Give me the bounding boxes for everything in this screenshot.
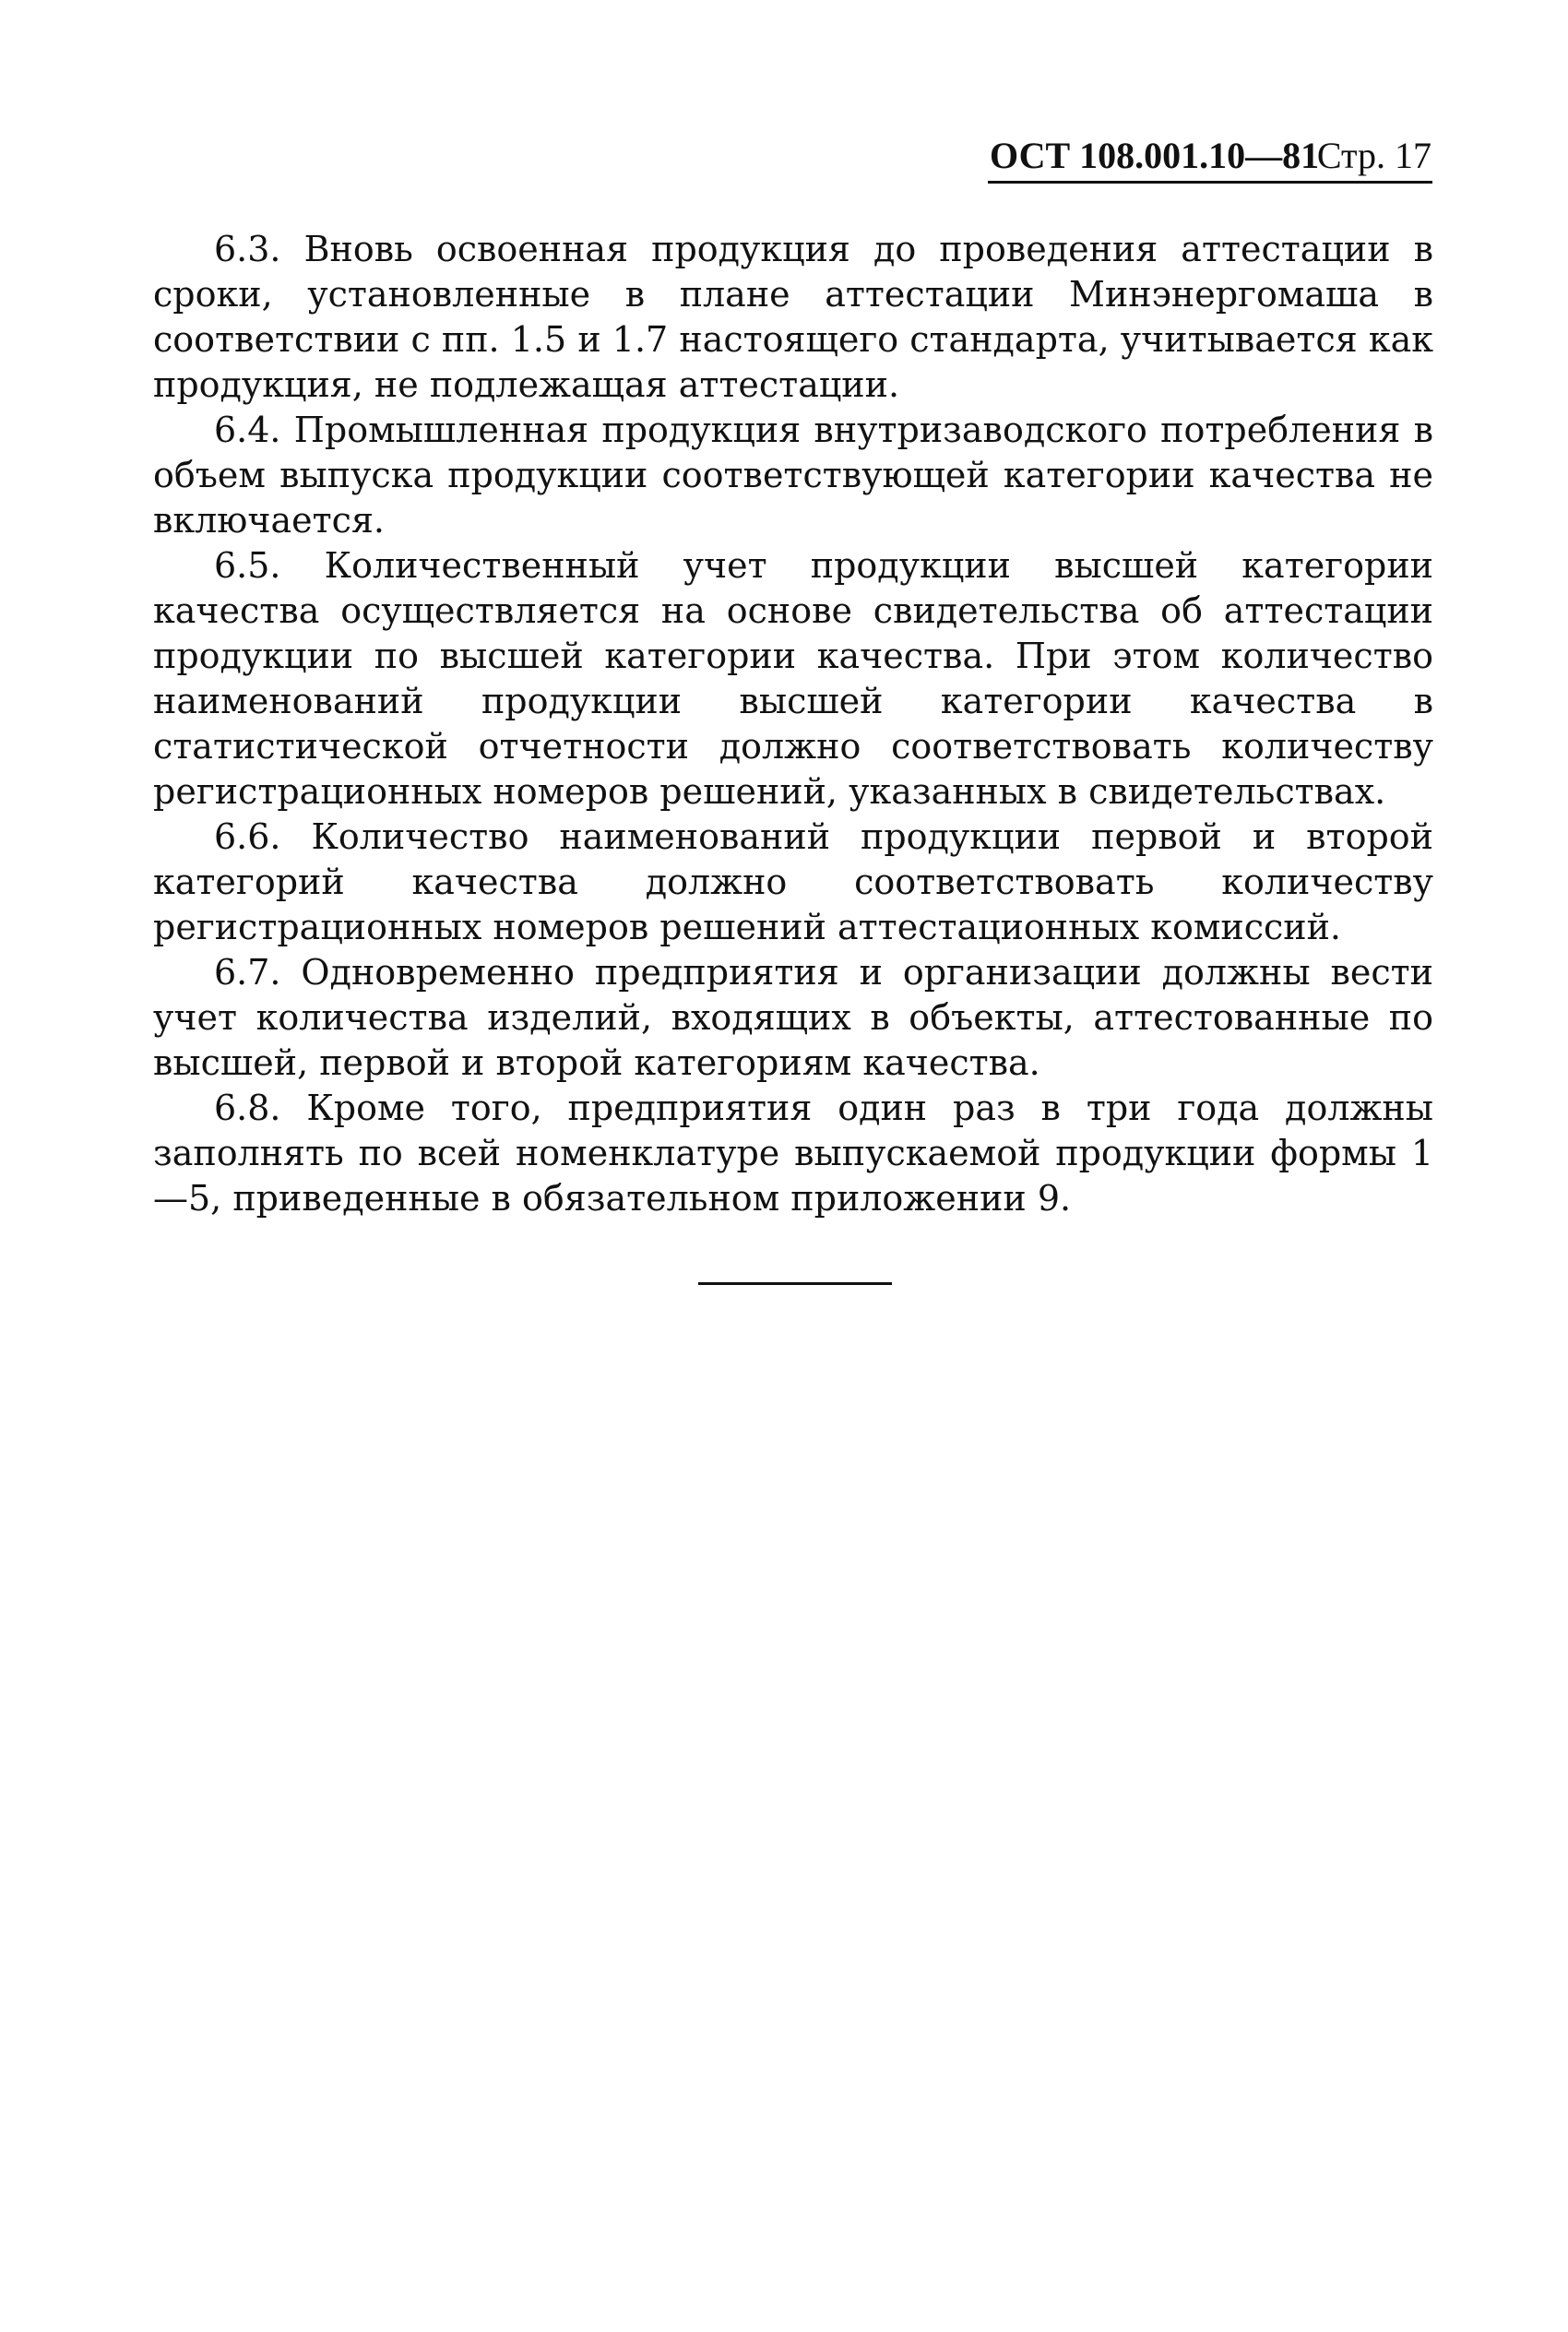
page-number: Стр. 17 <box>1316 135 1431 176</box>
end-rule <box>698 1282 892 1285</box>
paragraph-6-5: 6.5. Количественный учет продукции высшей категории качества осуществляется на основе свидетельства об аттестации продукции по высшей категории качества. При этом количество наименований продукции высшей категории качества в статистической отчетности должно соответствовать количеству регистрационных номеров решений, указанных в свидетельствах. <box>153 545 1433 812</box>
paragraph-6-3: 6.3. Вновь освоенная продукция до проведения аттестации в сроки, установленные в плане аттестации Минэнергомаша в соответствии с пп. 1.5 и 1.7 настоящего стандарта, учитывается как продукция, не подлежащая аттестации. <box>153 229 1433 405</box>
page-header <box>959 133 1439 179</box>
paragraph-6-7: 6.7. Одновременно предприятия и организации должны вести учет количества изделий, входящих в объекты, аттестованные по высшей, первой и второй категориям качества. <box>153 952 1433 1083</box>
paragraph-6-8: 6.8. Кроме того, предприятия один раз в три года должны заполнять по всей номенклатуре выпускаемой продукции формы 1—5, приведенные в обязательном приложении 9. <box>153 1088 1433 1219</box>
document-body <box>153 227 1433 1221</box>
header-rule <box>988 181 1432 184</box>
paragraph-6-6: 6.6. Количество наименований продукции первой и второй категорий качества должно соответствовать количеству регистрационных номеров решений аттестационных комиссий. <box>153 816 1433 947</box>
standard-code: ОСТ 108.001.10—81 <box>990 135 1320 176</box>
paragraph-6-4: 6.4. Промышленная продукция внутризаводского потребления в объем выпуска продукции соответствующей категории качества не включается. <box>153 410 1433 541</box>
